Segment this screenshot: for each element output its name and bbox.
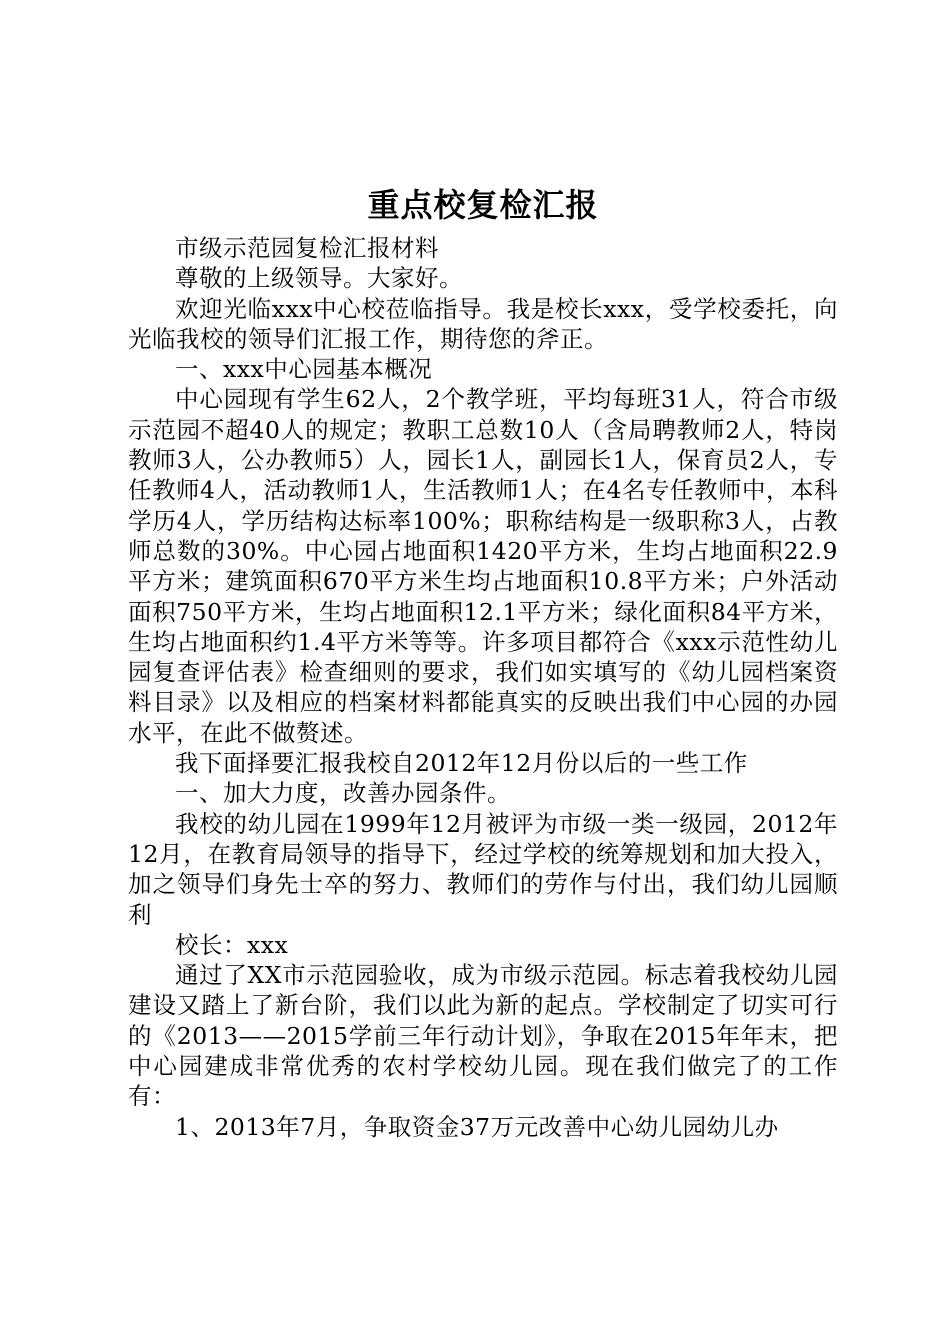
paragraph-greeting: 尊敬的上级领导。大家好。 [175, 264, 463, 293]
paragraph-signature: 校长：xxx [175, 930, 289, 959]
paragraph-report-intro: 我下面择要汇报我校自2012年12月份以后的一些工作 [175, 749, 748, 778]
paragraph-intro-title: 市级示范园复检汇报材料 [175, 234, 439, 262]
paragraph-item-1: 1、2013年7月，争取资金37万元改善中心幼儿园幼儿办 [175, 1112, 779, 1141]
paragraph-overview: 中心园现有学生62人，2个教学班，平均每班31人，符合市级示范园不超40人的规定；教职工总数10人（含局聘教师2人，特岗教师3人，公办教师5）人，园长1人，副园长1人，保育员2人，专任教师4人，活动教师1人，生活教师1人；在4名专任教师中，本科学历4人，学历结构达标率100%；职称结构是一级职称3人，占教师总数的30%。中心园占地面积1420平方米，生均占地面积22.9平方米；建筑面积670平方米生均占地面积10.8平方米；户外活动面积750平方米，生均占地面积12.1平方米；绿化面积84平方米，生均占地面积约1.4平方米等等。许多项目都符合《xxx示范性幼儿园复查评估表》检查细则的要求，我们如实填写的《幼儿园档案资料目录》以及相应的档案材料都能真实的反映出我们中心园的办园水平，在此不做赘述。 [128, 385, 838, 747]
document-title: 重点校复检汇报 [367, 186, 599, 224]
section-heading-overview: 一、xxx中心园基本概况 [175, 355, 433, 384]
section-heading-conditions: 一、加大力度，改善办园条件。 [175, 779, 511, 808]
paragraph-history: 我校的幼儿园在1999年12月被评为市级一类一级园，2012年12月，在教育局领导的指导下，经过学校的统筹规划和加大投入，加之领导们身先士卒的努力、教师们的劳作与付出，我们幼儿园顺利 [128, 809, 838, 929]
paragraph-welcome: 欢迎光临xxx中心校莅临指导。我是校长xxx，受学校委托，向光临我校的领导们汇报工作，期待您的斧正。 [128, 294, 838, 353]
paragraph-plan: 通过了XX市示范园验收，成为市级示范园。标志着我校幼儿园建设又踏上了新台阶，我们以此为新的起点。学校制定了切实可行的《2013——2015学前三年行动计划》，争取在2015年年末，把中心园建成非常优秀的农村学校幼儿园。现在我们做完了的工作有： [128, 961, 838, 1111]
